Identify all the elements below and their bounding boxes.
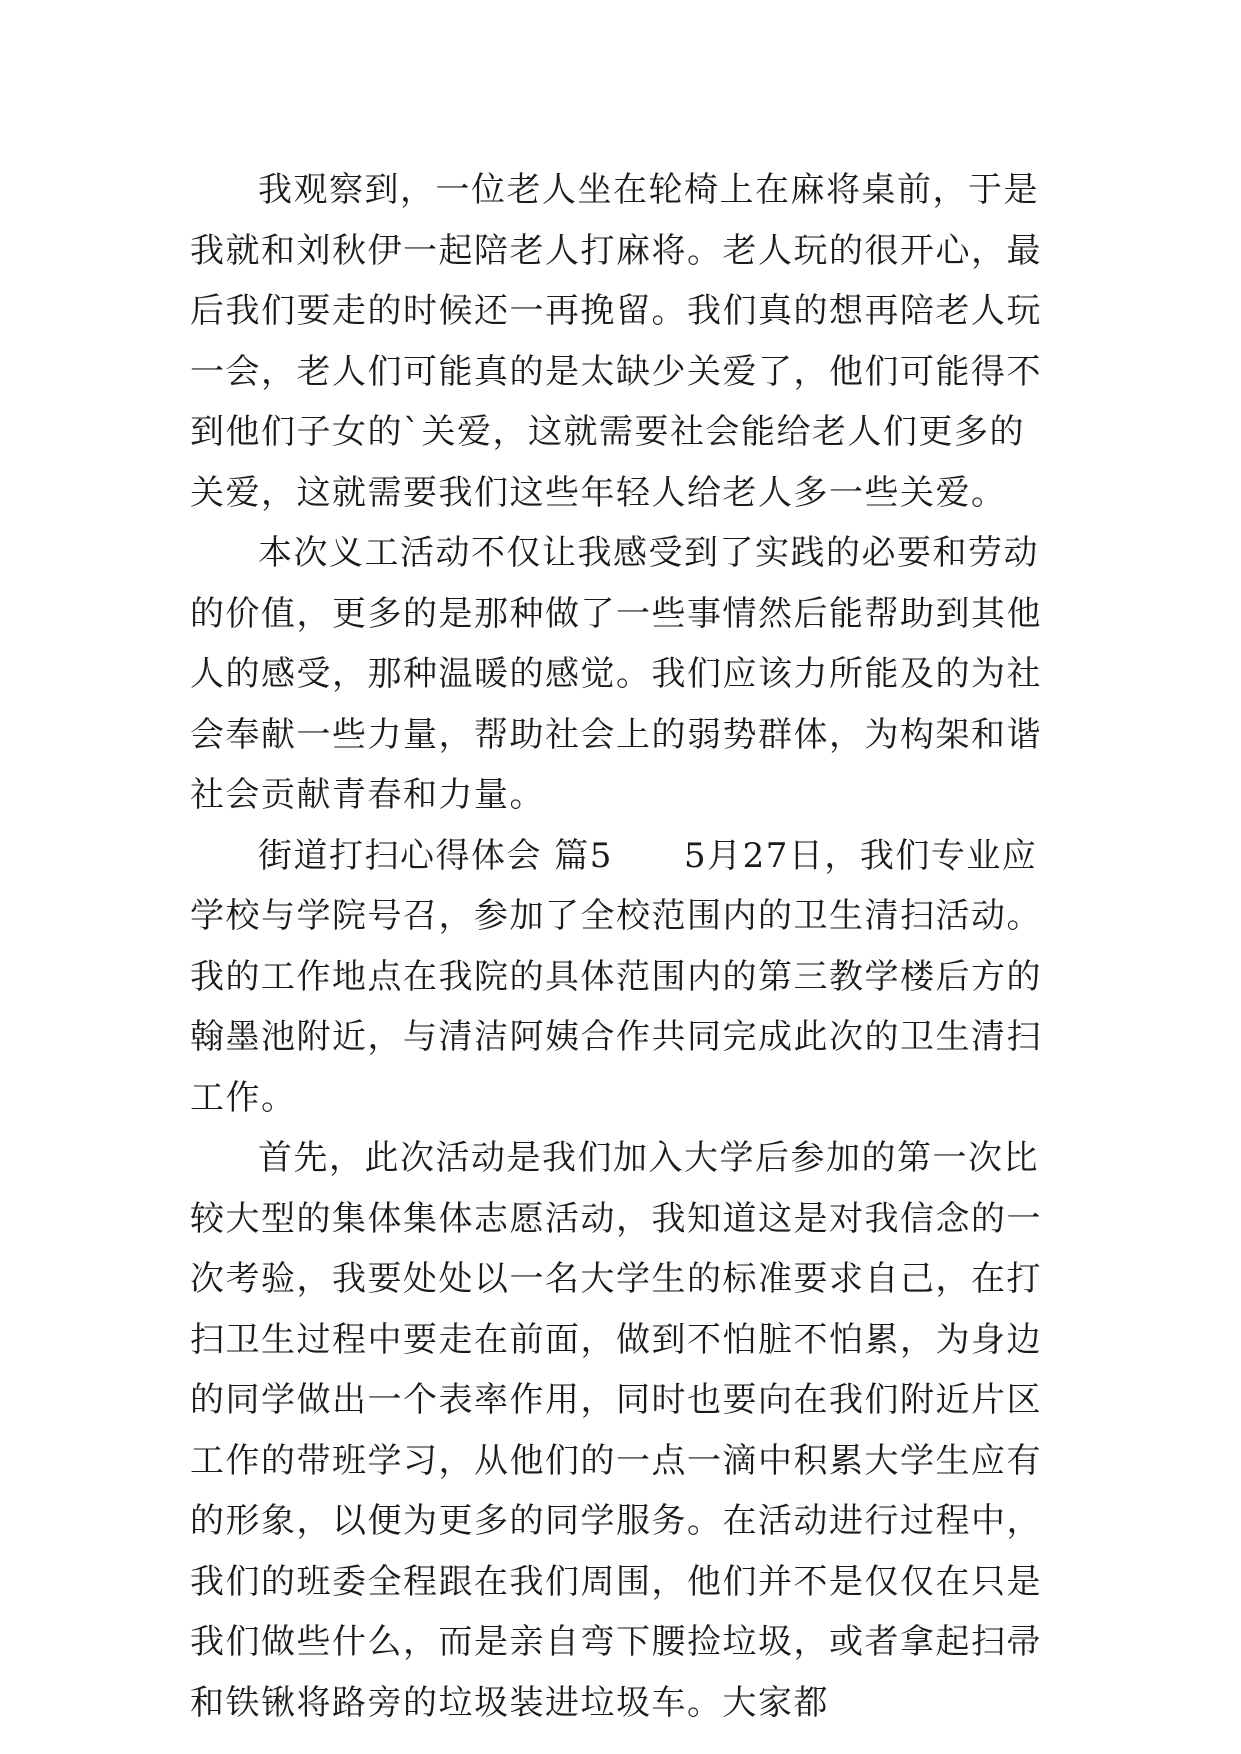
- paragraph-elderly-mahjong: 我观察到，一位老人坐在轮椅上在麻将桌前，于是我就和刘秋伊一起陪老人打麻将。老人玩的很开心，最后我们要走的时候还一再挽留。我们真的想再陪老人玩一会，老人们可能真的是太缺少关爱了，他们可能得不到他们子女的`关爱，这就需要社会能给老人们更多的关爱，这就需要我们这些年轻人给老人多一些关爱。: [190, 170, 1042, 513]
- paragraph-section-5-intro: 街道打扫心得体会 篇5 5月27日，我们专业应学校与学院号召，参加了全校范围内的卫生清扫活动。我的工作地点在我院的具体范围内的第三教学楼后方的翰墨池附近，与清洁阿姨合作共同完成此次的卫生清扫工作。: [190, 835, 1042, 1118]
- paragraph-volunteer-reflection: 本次义工活动不仅让我感受到了实践的必要和劳动的价值，更多的是那种做了一些事情然后能帮助到其他人的感受，那种温暖的感觉。我们应该力所能及的为社会奉献一些力量，帮助社会上的弱势群体，为构架和谐社会贡献青春和力量。: [190, 533, 1042, 815]
- paragraph-first-activity: 首先，此次活动是我们加入大学后参加的第一次比较大型的集体集体志愿活动，我知道这是对我信念的一次考验，我要处处以一名大学生的标准要求自己，在打扫卫生过程中要走在前面，做到不怕脏不怕累，为身边的同学做出一个表率作用，同时也要向在我们附近片区工作的带班学习，从他们的一点一滴中积累大学生应有的形象，以便为更多的同学服务。在活动进行过程中，我们的班委全程跟在我们周围，他们并不是仅仅在只是我们做些什么，而是亲自弯下腰捡垃圾，或者拿起扫帚和铁锹将路旁的垃圾装进垃圾车。大家都: [190, 1138, 1042, 1723]
- document-body: [190, 160, 1060, 1733]
